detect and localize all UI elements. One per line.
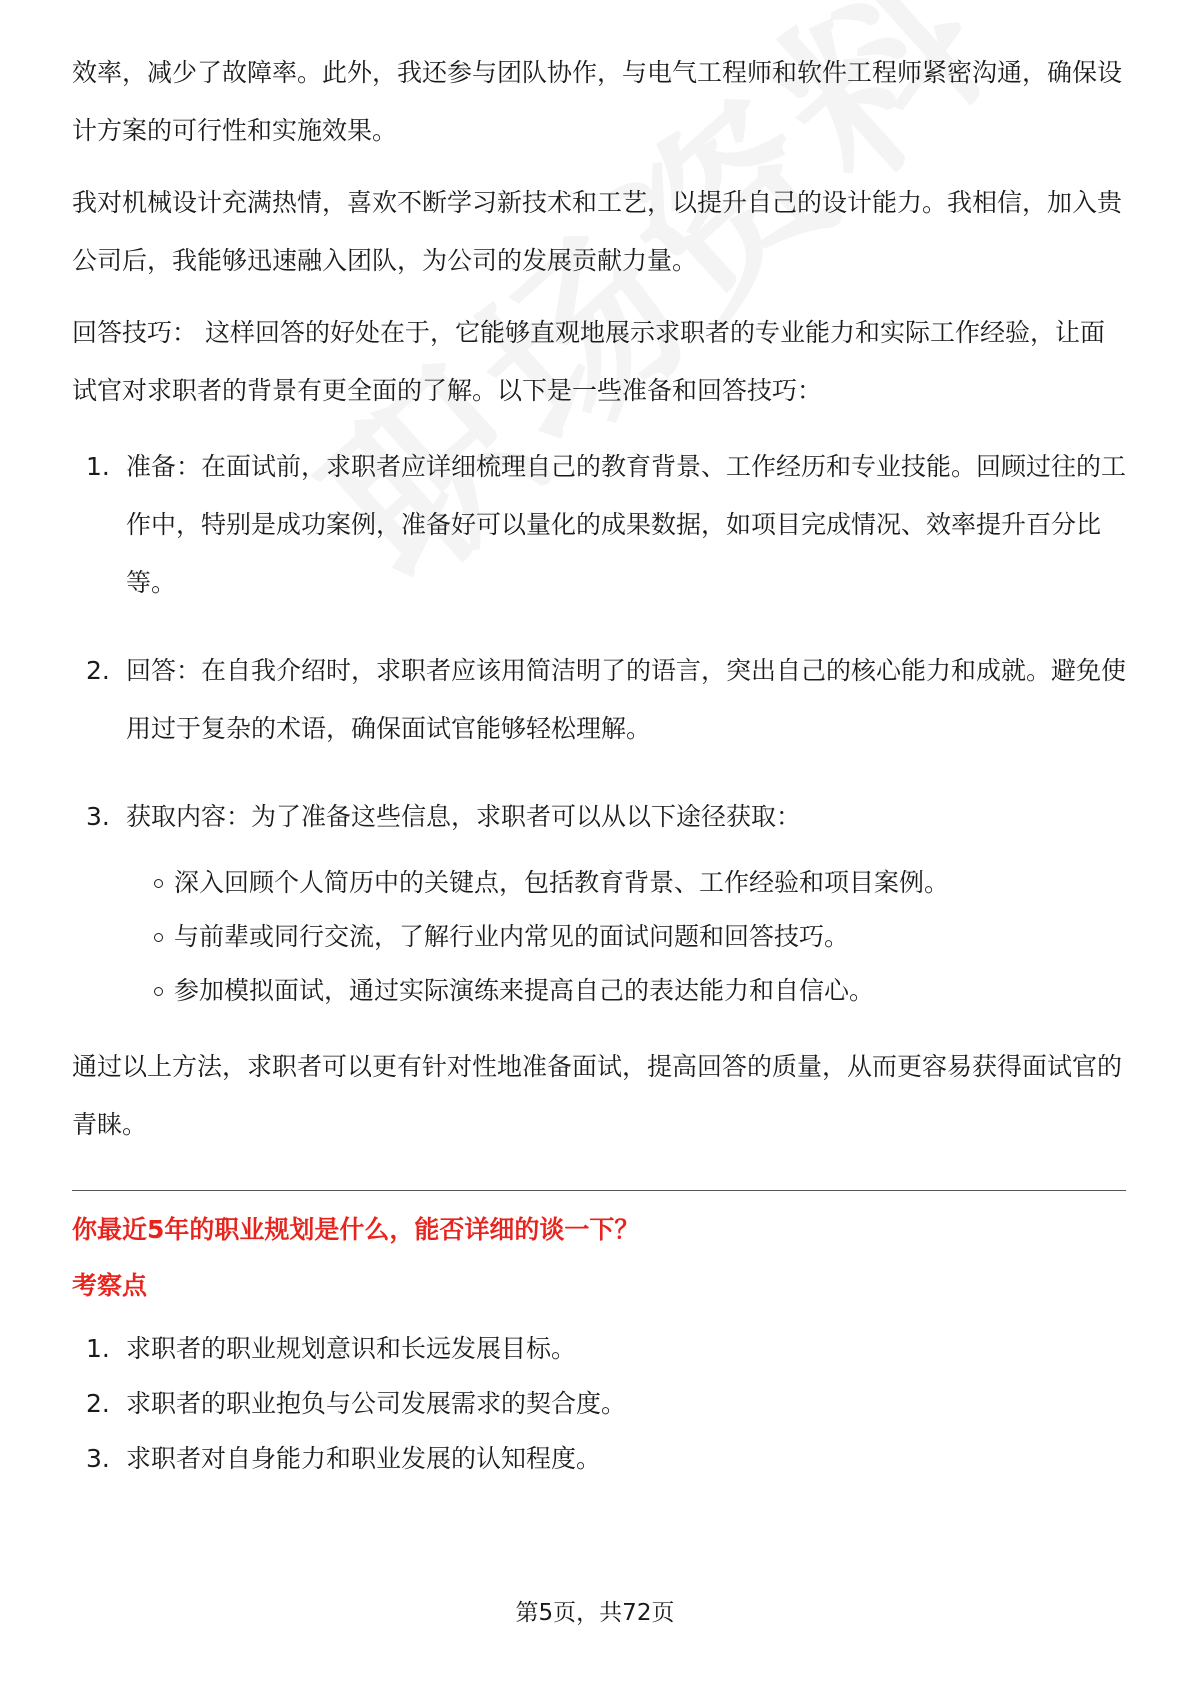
circle-bullet-icon (154, 987, 163, 996)
focus-list (72, 1321, 1126, 1486)
page-content (72, 44, 1126, 1486)
sub-list (126, 856, 1126, 1018)
list-item-text: 获取内容：为了准备这些信息，求职者可以从以下途径获取： (126, 802, 802, 831)
sub-list-item-text: 参加模拟面试，通过实际演练来提高自己的表达能力和自信心。 (174, 976, 875, 1005)
sub-list-item-text: 深入回顾个人简历中的关键点，包括教育背景、工作经验和项目案例。 (174, 868, 950, 897)
list-number: 3. (86, 802, 110, 831)
list-number: 1. (86, 452, 110, 481)
sub-list-item-text: 与前辈或同行交流，了解行业内常见的面试问题和回答技巧。 (174, 922, 850, 951)
list-number: 2. (86, 1389, 110, 1418)
list-item (72, 788, 1126, 1018)
question-title: 你最近5年的职业规划是什么，能否详细的谈一下？ (72, 1215, 640, 1244)
sub-list-item (126, 964, 1126, 1018)
list-item-text: 求职者对自身能力和职业发展的认知程度。 (126, 1444, 602, 1473)
list-item-text: 准备：在面试前，求职者应详细梳理自己的教育背景、工作经历和专业技能。回顾过往的工作中，特别是成功案例，准备好可以量化的成果数据，如项目完成情况、效率提升百分比等。 (126, 452, 1127, 597)
tips-list (72, 438, 1126, 1018)
paragraph: 效率，减少了故障率。此外，我还参与团队协作，与电气工程师和软件工程师紧密沟通，确保设计方案的可行性和实施效果。 (72, 58, 1123, 145)
page-footer: 第5页，共72页 (515, 1600, 675, 1626)
section-divider (72, 1190, 1126, 1191)
list-item-text: 求职者的职业抱负与公司发展需求的契合度。 (126, 1389, 627, 1418)
circle-bullet-icon (154, 879, 163, 888)
answer-tips-paragraph: 回答技巧： 这样回答的好处在于，它能够直观地展示求职者的专业能力和实际工作经验，让面试官对求职者的背景有更全面的了解。以下是一些准备和回答技巧： (72, 318, 1105, 405)
list-item (72, 1376, 1126, 1431)
list-item (72, 438, 1126, 612)
list-item-text: 求职者的职业规划意识和长远发展目标。 (126, 1334, 577, 1363)
conclusion-paragraph: 通过以上方法，求职者可以更有针对性地准备面试，提高回答的质量，从而更容易获得面试官的青睐。 (72, 1052, 1123, 1139)
sub-list-item (126, 856, 1126, 910)
list-item (72, 642, 1126, 758)
list-number: 2. (86, 656, 110, 685)
list-number: 3. (86, 1444, 110, 1473)
sub-list-item (126, 910, 1126, 964)
list-item-text: 回答：在自我介绍时，求职者应该用简洁明了的语言，突出自己的核心能力和成就。避免使用过于复杂的术语，确保面试官能够轻松理解。 (126, 656, 1127, 743)
circle-bullet-icon (154, 933, 163, 942)
focus-label: 考察点 (72, 1271, 148, 1300)
list-item (72, 1321, 1126, 1376)
list-number: 1. (86, 1334, 110, 1363)
paragraph: 我对机械设计充满热情，喜欢不断学习新技术和工艺，以提升自己的设计能力。我相信，加入贵公司后，我能够迅速融入团队，为公司的发展贡献力量。 (72, 188, 1123, 275)
list-item (72, 1431, 1126, 1486)
